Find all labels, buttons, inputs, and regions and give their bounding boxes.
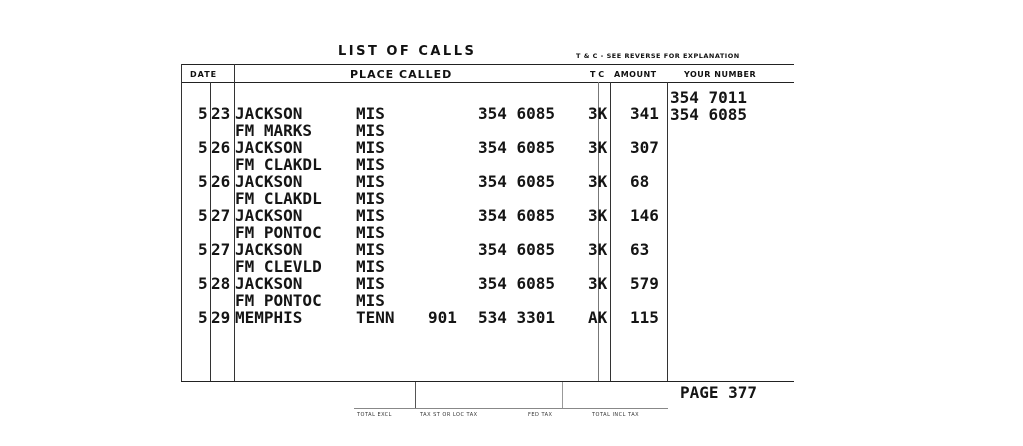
row-tc: 3K (588, 104, 608, 123)
your-number-2: 354 6085 (670, 105, 748, 124)
page-title: LIST OF CALLS (338, 44, 477, 59)
row-date: 29 (211, 308, 231, 327)
footer-tax-st-loc: TAX ST OR LOC TAX (420, 412, 478, 418)
column-header-date: DATE (190, 70, 218, 79)
row-state: MIS (356, 274, 385, 293)
row-tc: 3K (588, 206, 608, 225)
row-state: TENN (356, 308, 395, 327)
column-header-place-called: PLACE CALLED (350, 68, 453, 81)
row-number: 354 6085 (478, 206, 556, 225)
row-number: 354 6085 (478, 138, 556, 157)
row-place: JACKSON (235, 104, 303, 123)
footer-box-mid (562, 382, 563, 408)
row-date: 28 (211, 274, 231, 293)
column-header-your-number: YOUR NUMBER (684, 70, 757, 79)
row-place: FM CLEVLD (235, 257, 322, 276)
row-amount: 63 (630, 240, 650, 259)
row-place: JACKSON (235, 206, 303, 225)
row-amount: 307 (630, 138, 659, 157)
your-number-1: 354 7011 (670, 88, 748, 107)
column-header-amount: AMOUNT (614, 70, 657, 79)
footer-total-incl: TOTAL INCL TAX (592, 412, 640, 418)
row-state: MIS (356, 172, 385, 191)
row-amount: 341 (630, 104, 659, 123)
row-state: MIS (356, 206, 385, 225)
row-place: FM MARKS (235, 121, 313, 140)
footer-fed-tax: FED TAX (528, 412, 553, 418)
row-tc: AK (588, 308, 608, 327)
row-date: 23 (211, 104, 231, 123)
row-place: FM PONTOC (235, 223, 322, 242)
footer-box-left (415, 382, 416, 408)
footer-total-excl: TOTAL EXCL (357, 412, 392, 418)
row-place: FM CLAKDL (235, 189, 322, 208)
row-amount: 115 (630, 308, 659, 327)
row-state: MIS (356, 189, 385, 208)
row-day: 5 (198, 240, 208, 259)
table-bottom-rule (181, 381, 667, 382)
row-place: JACKSON (235, 172, 303, 191)
row-day: 5 (198, 172, 208, 191)
explanation-note: T & C - SEE REVERSE FOR EXPLANATION (576, 52, 740, 60)
row-day: 5 (198, 104, 208, 123)
row-amount: 579 (630, 274, 659, 293)
row-amount: 68 (630, 172, 650, 191)
row-day: 5 (198, 274, 208, 293)
row-area: 901 (428, 308, 457, 327)
row-place: JACKSON (235, 240, 303, 259)
table-row (0, 308, 800, 328)
row-state: MIS (356, 257, 385, 276)
row-state: MIS (356, 104, 385, 123)
row-tc: 3K (588, 240, 608, 259)
row-date: 26 (211, 172, 231, 191)
row-place: JACKSON (235, 274, 303, 293)
row-place: FM CLAKDL (235, 155, 322, 174)
row-amount: 146 (630, 206, 659, 225)
row-state: MIS (356, 138, 385, 157)
header-bottom-rule (181, 82, 794, 83)
page-rule (667, 381, 794, 382)
row-place: FM PONTOC (235, 291, 322, 310)
row-state: MIS (356, 240, 385, 259)
row-state: MIS (356, 223, 385, 242)
row-state: MIS (356, 155, 385, 174)
page-number: PAGE 377 (680, 383, 758, 402)
row-day: 5 (198, 206, 208, 225)
row-tc: 3K (588, 274, 608, 293)
row-date: 27 (211, 206, 231, 225)
row-place: JACKSON (235, 138, 303, 157)
row-number: 354 6085 (478, 104, 556, 123)
row-tc: 3K (588, 138, 608, 157)
row-day: 5 (198, 308, 208, 327)
row-tc: 3K (588, 172, 608, 191)
row-state: MIS (356, 121, 385, 140)
row-place: MEMPHIS (235, 308, 303, 327)
row-day: 5 (198, 138, 208, 157)
row-number: 354 6085 (478, 274, 556, 293)
row-date: 27 (211, 240, 231, 259)
footer-box-rule (354, 408, 668, 409)
row-number: 354 6085 (478, 240, 556, 259)
row-number: 354 6085 (478, 172, 556, 191)
column-header-tc: T C (590, 70, 605, 79)
header-top-rule (181, 64, 794, 65)
row-state: MIS (356, 291, 385, 310)
row-date: 26 (211, 138, 231, 157)
row-number: 534 3301 (478, 308, 556, 327)
